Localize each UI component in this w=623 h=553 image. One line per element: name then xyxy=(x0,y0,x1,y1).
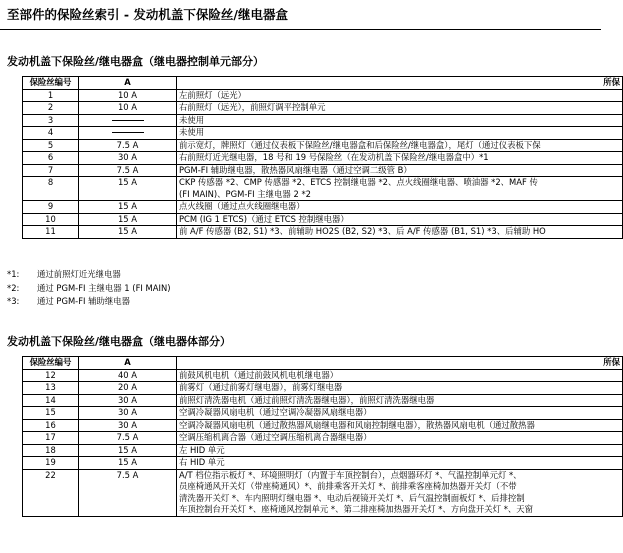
amperage-cell xyxy=(79,114,177,127)
protected-component-cell: 前雾灯（通过前雾灯继电器），前雾灯继电器 xyxy=(177,382,623,395)
amperage-cell: 30 A xyxy=(79,419,177,432)
protected-component-cell: 前示宽灯，牌照灯（通过仪表板下保险丝/继电器盒和后保险丝/继电器盒），尾灯（通过仪表板下保 xyxy=(177,139,623,152)
description-line: A/T 档位指示板灯 *、环境照明灯（内置于车顶控制台），点烟器环灯 *、气温控制单元灯 *、 xyxy=(179,469,522,480)
fuse-number-cell: 11 xyxy=(23,226,79,239)
amperage-cell: 30 A xyxy=(79,394,177,407)
footnote-3: *3: 通过 PGM-FI 辅助继电器 xyxy=(7,296,131,306)
table-row xyxy=(23,469,623,516)
amperage-cell: 20 A xyxy=(79,382,177,395)
amperage-cell: 7.5 A xyxy=(79,164,177,177)
amperage-cell: 30 A xyxy=(79,152,177,165)
protected-component-cell: 右前照灯近光继电器，18 号和 19 号保险丝（在发动机盖下保险丝/继电器盒中）*1 xyxy=(177,152,623,165)
amperage-cell: 10 A xyxy=(79,102,177,115)
table-row xyxy=(23,369,623,382)
header-protected-component: 所保 xyxy=(177,77,623,90)
fuse-number-cell: 18 xyxy=(23,444,79,457)
page-title: 至部件的保险丝索引 - 发动机盖下保险丝/继电器盒 xyxy=(7,7,288,22)
table-row xyxy=(23,201,623,214)
protected-component-cell: 右 HID 单元 xyxy=(177,457,623,470)
table-row xyxy=(23,89,623,102)
amperage-cell: 15 A xyxy=(79,457,177,470)
amperage-cell: 7.5 A xyxy=(79,432,177,445)
fuse-table-relay-body xyxy=(22,356,623,517)
fuse-number-cell: 1 xyxy=(23,89,79,102)
protected-component-cell: 前 A/F 传感器 (B2, S1) *3、前辅助 HO2S (B2, S2) *3、后 A/F 传感器 (B1, S1) *3、后辅助 HO xyxy=(177,226,623,239)
protected-component-cell: 前鼓风机电机（通过前鼓风机电机继电器） xyxy=(177,369,623,382)
fuse-table-relay-control xyxy=(22,76,623,239)
table-row xyxy=(23,177,623,201)
table-row xyxy=(23,114,623,127)
header-fuse-number: 保险丝编号 xyxy=(23,357,79,370)
protected-component-cell: PGM-FI 辅助继电器，散热器风扇继电器（通过空调二级管 B） xyxy=(177,164,623,177)
section-title-relay-control: 发动机盖下保险丝/继电器盒（继电器控制单元部分） xyxy=(7,55,265,68)
fuse-number-cell: 12 xyxy=(23,369,79,382)
fuse-number-cell: 13 xyxy=(23,382,79,395)
fuse-number-cell: 15 xyxy=(23,407,79,420)
unused-dash xyxy=(112,132,144,133)
description-line: 员座椅通风开关灯（带座椅通风）*、前排乘客开关灯 *、前排乘客座椅加热器开关灯（不带 xyxy=(179,481,517,491)
table-row xyxy=(23,457,623,470)
unused-dash xyxy=(112,120,144,121)
amperage-cell: 15 A xyxy=(79,177,177,201)
fuse-number-cell: 16 xyxy=(23,419,79,432)
footnotes xyxy=(7,268,170,309)
protected-component-cell xyxy=(177,177,623,201)
fuse-number-cell: 10 xyxy=(23,213,79,226)
table-row xyxy=(23,152,623,165)
fuse-number-cell: 2 xyxy=(23,102,79,115)
table-row xyxy=(23,394,623,407)
protected-component-cell: 右前照灯（远光），前照灯调平控制单元 xyxy=(177,102,623,115)
footnote-2: *2: 通过 PGM-FI 主继电器 1 (FI MAIN) xyxy=(7,282,171,293)
description-line: (FI MAIN)、PGM-FI 主继电器 2 *2 xyxy=(179,188,311,199)
fuse-number-cell: 17 xyxy=(23,432,79,445)
description-line: 清洗器开关灯 *、车内照明灯继电器 *、电动后视镜开关灯 *、后气温控制面板灯 *、后排控制 xyxy=(179,492,525,503)
fuse-number-cell: 14 xyxy=(23,394,79,407)
fuse-number-cell: 5 xyxy=(23,139,79,152)
amperage-cell: 30 A xyxy=(79,407,177,420)
amperage-cell: 40 A xyxy=(79,369,177,382)
footnote-1: *1: 通过前照灯近光继电器 xyxy=(7,269,121,279)
fuse-number-cell: 4 xyxy=(23,127,79,140)
protected-component-cell: 前照灯清洗器电机（通过前照灯清洗器继电器），前照灯清洗器继电器 xyxy=(177,394,623,407)
amperage-cell: 15 A xyxy=(79,201,177,214)
fuse-number-cell: 7 xyxy=(23,164,79,177)
table-row xyxy=(23,127,623,140)
protected-component-cell: 空调冷凝器风扇电机（通过空调冷凝器风扇继电器） xyxy=(177,407,623,420)
section-title-relay-body: 发动机盖下保险丝/继电器盒（继电器体部分） xyxy=(7,335,232,348)
header-fuse-number: 保险丝编号 xyxy=(23,77,79,90)
protected-component-cell: 左前照灯（远光） xyxy=(177,89,623,102)
fuse-number-cell: 22 xyxy=(23,469,79,516)
protected-component-cell xyxy=(177,469,623,516)
amperage-cell: 15 A xyxy=(79,226,177,239)
description-line: 车顶控制台开关灯 *、座椅通风控制单元 *、第二排座椅加热器开关灯 *、方向盘开关灯 *、天窗 xyxy=(179,504,534,514)
table-header-row xyxy=(23,357,623,370)
fuse-number-cell: 19 xyxy=(23,457,79,470)
table-header-row xyxy=(23,77,623,90)
protected-component-cell: 空调冷凝器风扇电机（通过散热器风扇继电器和风扇控制继电器），散热器风扇电机（通过散热器 xyxy=(177,419,623,432)
table-row xyxy=(23,213,623,226)
protected-component-cell: 左 HID 单元 xyxy=(177,444,623,457)
amperage-cell: 15 A xyxy=(79,444,177,457)
table-row xyxy=(23,102,623,115)
table-row xyxy=(23,226,623,239)
header-amperage: A xyxy=(79,77,177,90)
amperage-cell: 7.5 A xyxy=(79,469,177,516)
fuse-number-cell: 6 xyxy=(23,152,79,165)
header-protected-component: 所保 xyxy=(177,357,623,370)
amperage-cell: 7.5 A xyxy=(79,139,177,152)
description-line: CKP 传感器 *2、CMP 传感器 *2、ETCS 控制继电器 *2、点火线圈继电器、喷油器 *2、MAF 传 xyxy=(179,177,538,187)
table-row xyxy=(23,432,623,445)
protected-component-cell: 空调压缩机离合器（通过空调压缩机离合器继电器） xyxy=(177,432,623,445)
table-row xyxy=(23,407,623,420)
protected-component-cell: 点火线圈（通过点火线圈继电器） xyxy=(177,201,623,214)
fuse-number-cell: 3 xyxy=(23,114,79,127)
amperage-cell xyxy=(79,127,177,140)
fuse-number-cell: 8 xyxy=(23,177,79,201)
table-row xyxy=(23,444,623,457)
amperage-cell: 15 A xyxy=(79,213,177,226)
title-divider xyxy=(0,29,601,30)
table-row xyxy=(23,382,623,395)
table-row xyxy=(23,419,623,432)
protected-component-cell: 未使用 xyxy=(177,127,623,140)
header-amperage: A xyxy=(79,357,177,370)
fuse-number-cell: 9 xyxy=(23,201,79,214)
protected-component-cell: PCM (IG 1 ETCS)（通过 ETCS 控制继电器） xyxy=(177,213,623,226)
table-row xyxy=(23,139,623,152)
protected-component-cell: 未使用 xyxy=(177,114,623,127)
amperage-cell: 10 A xyxy=(79,89,177,102)
table-row xyxy=(23,164,623,177)
